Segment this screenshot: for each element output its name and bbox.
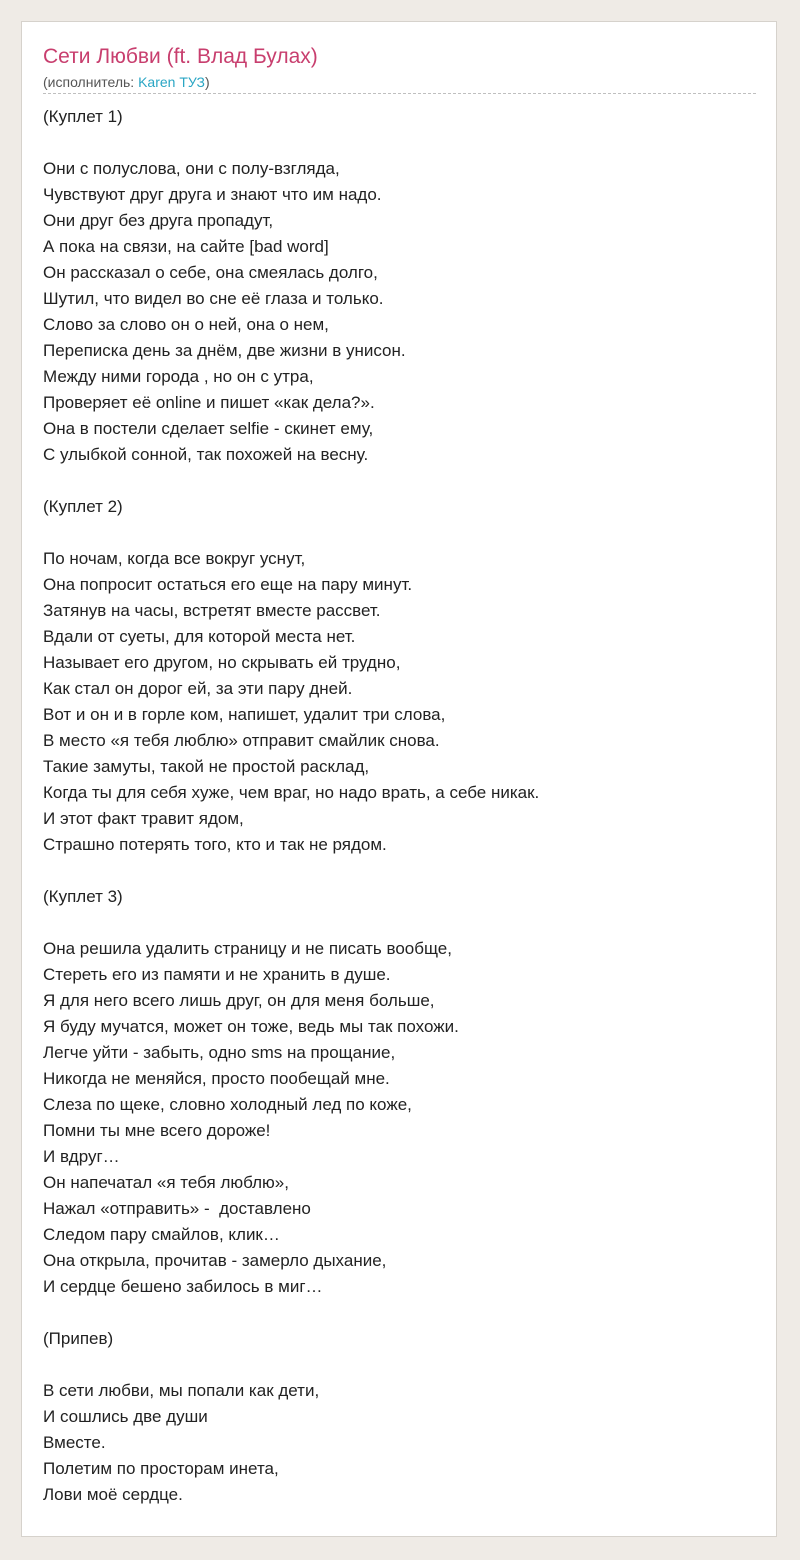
lyric-line <box>43 468 758 494</box>
lyric-line: Полетим по просторам инета, <box>43 1459 279 1478</box>
lyric-line: Слово за слово он о ней, она о нем, <box>43 315 329 334</box>
lyric-line: (Куплет 2) <box>43 497 123 516</box>
lyric-line <box>43 1300 758 1326</box>
lyric-line: По ночам, когда все вокруг уснут, <box>43 549 306 568</box>
artist-prefix: (исполнитель: <box>43 74 139 90</box>
lyric-line: Он рассказал о себе, она смеялась долго, <box>43 263 378 282</box>
artist-link[interactable]: Karen ТУЗ <box>138 74 205 90</box>
lyric-line: Нажал «отправить» - доставлено <box>43 1199 311 1218</box>
lyric-line: Следом пару смайлов, клик… <box>43 1225 280 1244</box>
lyric-line: И этот факт травит ядом, <box>43 809 244 828</box>
lyric-line: В место «я тебя люблю» отправит смайлик снова. <box>43 731 440 750</box>
lyric-line: С улыбкой сонной, так похожей на весну. <box>43 445 369 464</box>
lyric-line: (Куплет 3) <box>43 887 123 906</box>
lyric-line: Страшно потерять того, кто и так не рядом. <box>43 835 387 854</box>
lyric-line: Она открыла, прочитав - замерло дыхание, <box>43 1251 387 1270</box>
artist-suffix: ) <box>204 74 210 90</box>
lyrics-text <box>43 104 758 1508</box>
lyric-line: Слеза по щеке, словно холодный лед по коже, <box>43 1095 412 1114</box>
lyric-line: (Куплет 1) <box>43 107 123 126</box>
lyric-line: Они с полуслова, они с полу-взгляда, <box>43 159 340 178</box>
lyric-line: Чувствуют друг друга и знают что им надо. <box>43 185 382 204</box>
lyric-line: Проверяет её online и пишет «как дела?». <box>43 393 375 412</box>
lyric-line: В сети любви, мы попали как дети, <box>43 1381 320 1400</box>
lyric-line <box>43 858 758 884</box>
lyric-line: Легче уйти - забыть, одно sms на прощание, <box>43 1043 396 1062</box>
lyric-line: Она попросит остаться его еще на пару минут. <box>43 575 413 594</box>
lyric-line: И сошлись две души <box>43 1407 208 1426</box>
lyric-line: Лови моё сердце. <box>43 1485 183 1504</box>
lyric-line: Никогда не меняйся, просто пообещай мне. <box>43 1069 390 1088</box>
lyric-line: Он напечатал «я тебя люблю», <box>43 1173 289 1192</box>
lyric-line: Такие замуты, такой не простой расклад, <box>43 757 370 776</box>
lyric-line: Называет его другом, но скрывать ей трудно, <box>43 653 401 672</box>
lyric-line: Между ними города , но он с утра, <box>43 367 314 386</box>
lyric-line: А пока на связи, на сайте [bad word] <box>43 237 329 256</box>
lyric-line: Я буду мучатся, может он тоже, ведь мы так похожи. <box>43 1017 459 1036</box>
lyric-line: Я для него всего лишь друг, он для меня больше, <box>43 991 435 1010</box>
lyric-line: Затянув на часы, встретят вместе рассвет. <box>43 601 381 620</box>
lyric-line: Стереть его из памяти и не хранить в душе. <box>43 965 391 984</box>
lyric-line: Вот и он и в горле ком, напишет, удалит три слова, <box>43 705 446 724</box>
title-divider <box>43 93 756 94</box>
lyric-line <box>43 1352 758 1378</box>
lyric-line: Она решила удалить страницу и не писать вообще, <box>43 939 452 958</box>
lyric-line: Помни ты мне всего дороже! <box>43 1121 271 1140</box>
lyric-line: Когда ты для себя хуже, чем враг, но надо врать, а себе никак. <box>43 783 540 802</box>
lyric-line: Они друг без друга пропадут, <box>43 211 274 230</box>
artist-line <box>43 73 210 91</box>
lyric-line: Она в постели сделает selfie - скинет ему, <box>43 419 374 438</box>
lyric-line <box>43 130 758 156</box>
lyric-line: Вместе. <box>43 1433 106 1452</box>
lyric-line: Вдали от суеты, для которой места нет. <box>43 627 356 646</box>
lyric-line: Переписка день за днём, две жизни в унисон. <box>43 341 406 360</box>
lyric-line: И вдруг… <box>43 1147 120 1166</box>
lyrics-card <box>21 21 777 1537</box>
lyric-line: Шутил, что видел во сне её глаза и только. <box>43 289 384 308</box>
lyric-line: И сердце бешено забилось в миг… <box>43 1277 323 1296</box>
lyric-line <box>43 910 758 936</box>
lyric-line: (Припев) <box>43 1329 114 1348</box>
lyric-line <box>43 520 758 546</box>
lyric-line: Как стал он дорог ей, за эти пару дней. <box>43 679 353 698</box>
song-title: Сети Любви (ft. Влад Булах) <box>43 45 318 68</box>
